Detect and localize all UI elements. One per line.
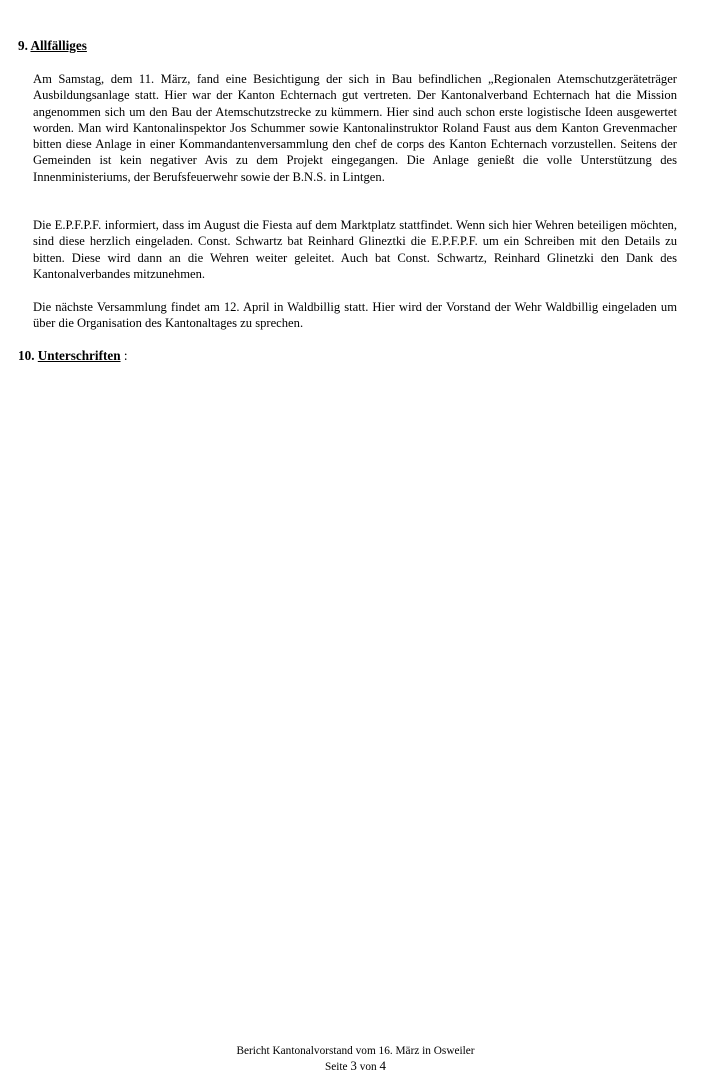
- page-total: 4: [379, 1058, 387, 1073]
- section-number: 10.: [18, 348, 35, 363]
- section-number: 9.: [18, 38, 28, 53]
- footer-page-number: [0, 1059, 711, 1074]
- paragraph-naechste-versammlung: Die nächste Versammlung findet am 12. April in Waldbillig statt. Hier wird der Vorstand der Wehr Waldbillig eingeladen um über die Organisation des Kantonaltages zu sprechen.: [33, 300, 677, 331]
- page-prefix: Seite: [324, 1061, 348, 1073]
- footer-report-line: Bericht Kantonalvorstand vom 16. März in Osweiler: [236, 1045, 475, 1057]
- section-heading-10: [18, 348, 128, 364]
- paragraph-epfpf: Die E.P.F.P.F. informiert, dass im August die Fiesta auf dem Marktplatz stattfindet. Wenn sich hier Wehren beteiligen möchten, sind diese herzlich eingeladen. Const. Schwartz bat Reinhard Glineztki die E.P.F.P.F. um ein Schreiben mit den Details zu bitten. Diese wird dann an die Wehren weiter geleitet. Auch bat Const. Schwartz, Reinhard Glinetzki den Dank des Kantonalverbandes mitzunehmen.: [33, 218, 677, 281]
- section-suffix: :: [120, 348, 128, 363]
- page-separator: von: [359, 1061, 377, 1073]
- section-heading-9: [18, 38, 87, 54]
- section-title: Allfälliges: [30, 38, 87, 53]
- paragraph-besichtigung: Am Samstag, dem 11. März, fand eine Besichtigung der sich in Bau befindlichen „Regionalen Atemschutzgeräteträger Ausbildungsanlage statt. Hier war der Kanton Echternach gut vertreten. Der Kantonalverband Echternach hat die Mission angenommen sich um den Bau der Atemschutzstrecke zu kümmern. Hier sind auch schon erste logistische Ideen ausgewertet worden. Man wird Kantonalinspektor Jos Schummer sowie Kantonalinstruktor Roland Faust aus dem Kanton Grevenmacher bitten diese Anlage in einer Kommandantenversammlung den chef de corps des Kanton Echternach vorzustellen. Seitens der Gemeinden ist kein negativer Avis zu dem Projekt eingegangen. Die Anlage genießt die volle Unterstützung des Innenministeriums, der Berufsfeuerwehr sowie der B.N.S. in Lintgen.: [33, 72, 677, 184]
- page-current: 3: [350, 1058, 357, 1073]
- section-title: Unterschriften: [37, 348, 121, 363]
